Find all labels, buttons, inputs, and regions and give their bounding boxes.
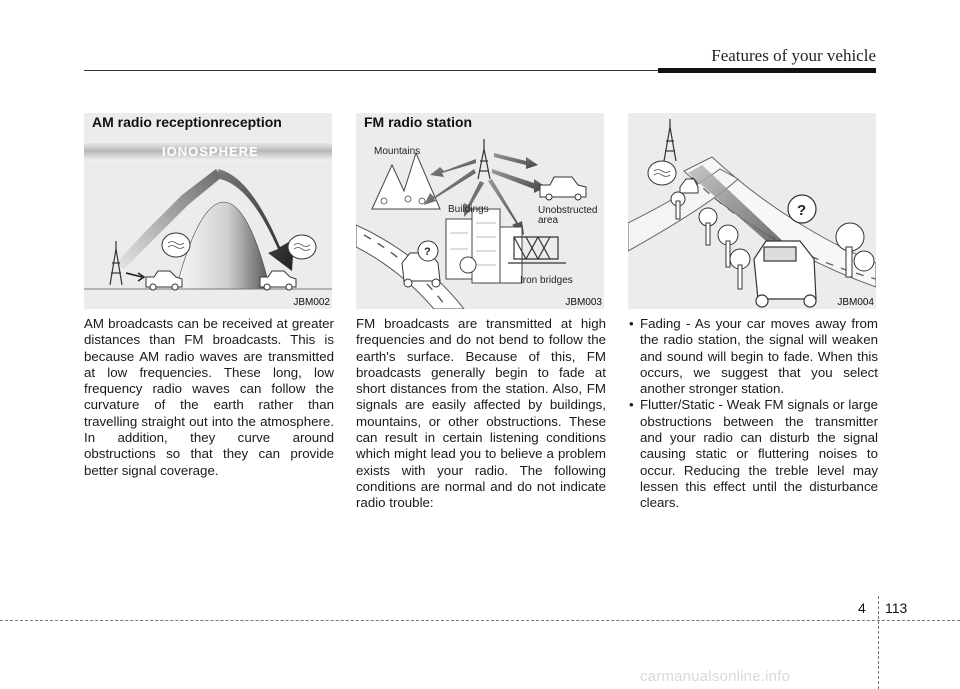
fm-station-illustration [356,113,604,309]
fm-question-mark: ? [424,246,431,258]
fm-figure-title: FM radio station [364,114,473,130]
am-description: AM broadcasts can be received at greater distances than FM broadcasts. This is because AM radio waves are transmitted at low frequencies. These long, low frequency radio waves can follow the curvature of the earth rather than travelling straight out into the atmosphere. In addition, they curve around obstructions so that they can provide better signal coverage. [84,316,334,478]
fm-label-unobstructed-2: area [538,215,559,226]
chapter-number: 4 [858,600,866,616]
fm-figure-code: JBM003 [565,297,602,308]
footer-divider [878,596,879,689]
section-title: Features of your vehicle [711,46,876,65]
watermark: carmanualsonline.info [640,668,791,685]
fm-description: FM broadcasts are transmitted at high frequencies and do not bend to follow the earth's surface. Because of this, FM broadcasts generally begin to fade at short distances from the station. Also, FM signals are easily affected by buildings, mountains, or other obstructions. These can result in certain listening conditions which might lead you to believe a problem exists with your radio. The following conditions are normal and do not indicate radio trouble: [356,316,606,511]
list-item-flutter-static: • Flutter/Static - Weak FM signals or large obstructions between the transmitter and your radio can disturb the signal causing static or fluttering noises to occur. Reducing the treble level may lessen this effect until the disturbance clears. [628,397,878,511]
fading-question-mark: ? [797,202,807,219]
fading-figure-code: JBM004 [837,297,874,308]
fm-label-unobstructed-1: Unobstructed [538,205,598,216]
ionosphere-label: IONOSPHERE [162,144,259,159]
fm-conditions-list [628,316,878,512]
am-figure-code: JBM002 [293,297,330,308]
am-reception-figure [84,113,332,309]
fm-station-figure [356,113,604,309]
list-item-fading: • Fading - As your car moves away from the radio station, the signal will weaken and sound will begin to fade. When this occurs, we suggest that you select another stronger station. [628,316,878,397]
fading-illustration [628,113,876,309]
header-rule-accent [658,68,876,73]
fm-label-mountains: Mountains [374,146,421,157]
page-number: 113 [885,600,908,616]
am-figure-title: AM radio receptionreception [92,114,282,130]
fading-figure [628,113,876,309]
footer-rule [0,620,960,621]
fm-label-buildings: Buildings [448,204,489,215]
am-reception-illustration [84,113,332,309]
fm-label-iron-bridges: Iron bridges [520,275,573,286]
